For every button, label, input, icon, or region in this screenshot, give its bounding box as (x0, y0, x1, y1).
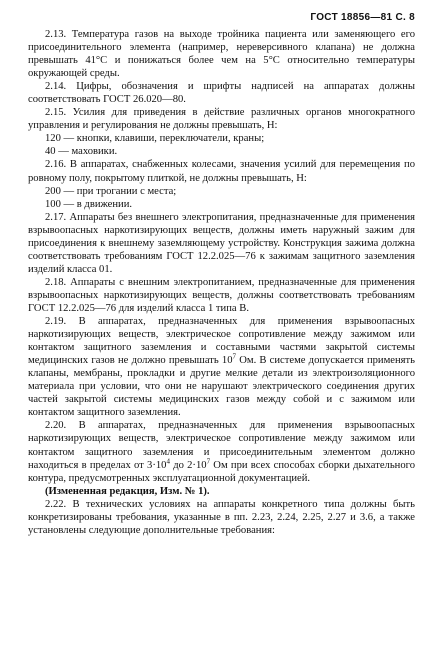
paragraph-text: 2.19. В аппаратах, предназначенных для применения взрывоопасных наркотизирующих веществ, электрическое сопротивление между зажимом или контактом защитного заземления и составными частями закрытой системы медицинских газов не должно превышать 10 (28, 316, 415, 367)
paragraph-2-22: 2.22. В технических условиях на аппараты конкретного типа должны быть конкретизированы требования, указанные в пп. 2.23, 2.24, 2.25, 2.27 и 3.6, а также установлены следующие дополнительные требования: (28, 498, 415, 536)
page-header: ГОСТ 18856—81 С. 8 (310, 12, 415, 23)
amendment-note: (Измененная редакция, Изм. № 1). (45, 485, 210, 497)
superscript: 4 (166, 457, 170, 466)
document-body (28, 28, 415, 537)
list-item: 40 — маховики. (45, 146, 118, 158)
paragraph-2-19 (28, 315, 415, 419)
paragraph-2-14: 2.14. Цифры, обозначения и шрифты надписей на аппаратах должны соответствовать ГОСТ 26.020—80. (28, 81, 415, 106)
paragraph-2-18: 2.18. Аппараты с внешним электропитанием, предназначенные для применения взрывоопасных наркотизирующих веществ, должны соответствовать требованиям ГОСТ 12.2.025—76 для изделий класса 1 типа В. (28, 276, 415, 314)
paragraph-text: Ом. В системе допускается применять клапаны, мембраны, прокладки и другие мелкие детали из электроизоляционного материала при условии, что они не нарушают электрического соединения других частей закрытой системы медицинских газов между собой и с зажимом или контактом защитного заземления. (28, 355, 415, 419)
paragraph-text: 2.20. В аппаратах, предназначенных для применения взрывоопасных наркотизирующих веществ, электрическое сопротивление между зажимом или контактом защитного заземления и присоединительным элементом должно находиться в пределах от 3·10 (28, 420, 415, 471)
list-item: 200 — при трогании с места; (45, 185, 177, 197)
paragraph-2-13: 2.13. Температура газов на выходе тройника пациента или заменяющего его присоединительного элемента (например, нереверсивного клапана) не должна превышать 41°С и понижаться более чем на 5°С относительно температуры окружающей среды. (28, 29, 415, 80)
paragraph-2-16: 2.16. В аппаратах, снабженных колесами, значения усилий для перемещения по ровному полу, покрытому плиткой, не должны превышать, Н: (28, 159, 415, 184)
paragraph-2-15: 2.15. Усилия для приведения в действие различных органов многократного управления и регулирования не должны превышать, Н: (28, 107, 415, 132)
paragraph-2-17: 2.17. Аппараты без внешнего электропитания, предназначенные для применения взрывоопасных наркотизирующих веществ, должны иметь наружный зажим для присоединения к внешнему заземляющему устройству. Конструкция зажима должна соответствовать требованиям ГОСТ 12.2.025—76 к зажимам защитного заземления изделий класса 01. (28, 211, 415, 275)
list-item: 100 — в движении. (45, 198, 133, 210)
paragraph-text: Ом при всех способах сборки дыхательного контура, предусмотренных эксплуатационной документацией. (28, 459, 415, 484)
paragraph-2-20 (28, 419, 415, 484)
paragraph-text: до 2·10 (169, 459, 207, 471)
superscript: 7 (206, 457, 211, 466)
list-item: 120 — кнопки, клавиши, переключатели, краны; (45, 133, 265, 145)
superscript: 7 (232, 352, 237, 361)
